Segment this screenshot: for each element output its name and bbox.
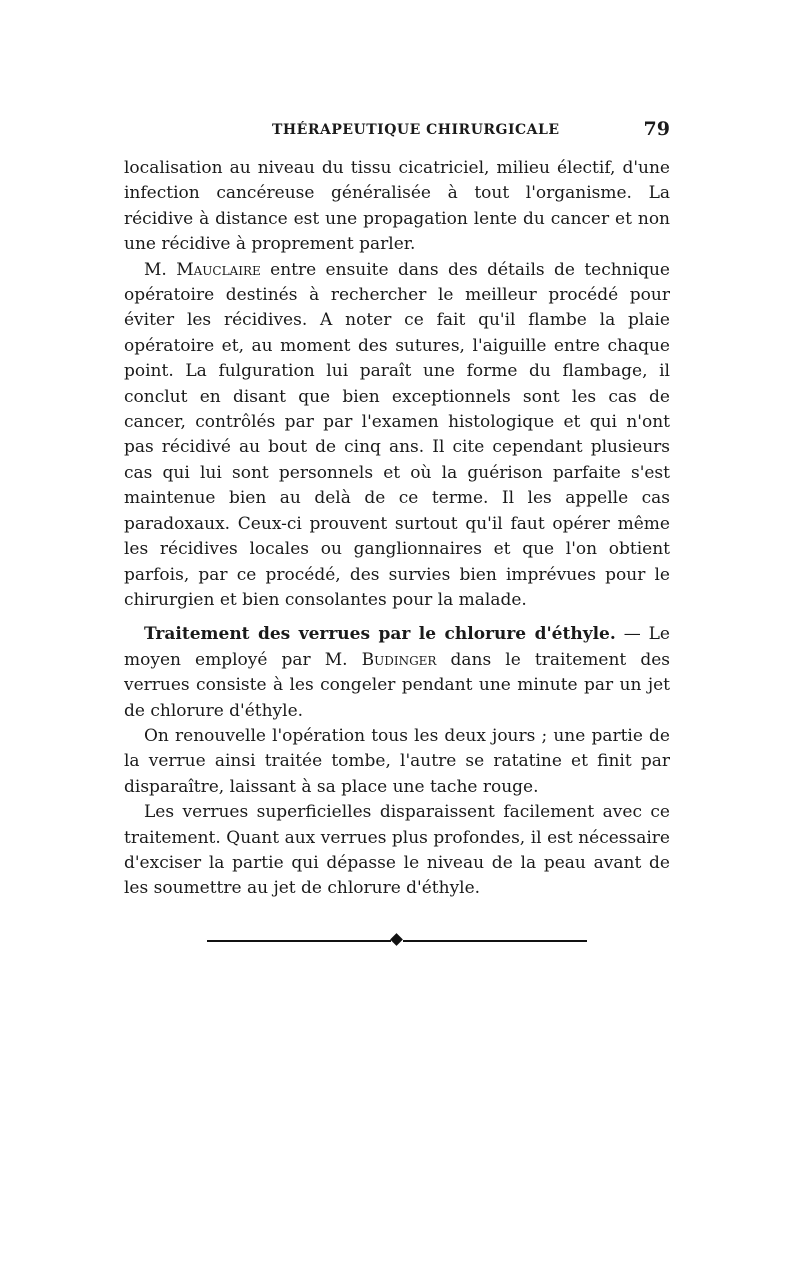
paragraph-1: localisation au niveau du tissu cicatriciel, milieu électif, d'une infection cancéreuse généralisée à tout l'organisme. La récidive à distance est une propagation lente du cancer et non une récidive à proprement parler. [124, 158, 670, 255]
end-ornament [207, 934, 587, 948]
author-name-mauclaire: Mauclaire [176, 259, 261, 280]
paragraph-3 [124, 622, 670, 724]
paragraph-2 [124, 258, 670, 614]
page-header [124, 120, 670, 144]
page-number: 79 [643, 118, 670, 140]
paragraph-2-text: entre ensuite dans des détails de technique opératoire destinés à rechercher le meilleur procédé pour éviter les récidives. A noter ce fait qu'il flambe la plaie opératoire et, au moment des sutures, l'aiguille entre chaque point. La fulguration lui paraît une forme du flambage, il conclut en disant que bien exceptionnels sont les cas de cancer, contrôlés par par l'examen histologique et qui n'ont pas récidivé au bout de cinq ans. Il cite cependant plusieurs cas qui lui sont personnels et où la guérison parfaite s'est maintenue bien au delà de ce terme. Il les appelle cas paradoxaux. Ceux-ci prouvent surtout qu'il faut opérer même les récidives locales ou ganglionnaires et que l'on obtient parfois, par ce procédé, des survies bien imprévues pour le chirurgien et bien consolantes pour la malade. [124, 259, 670, 610]
author-name-budinger: Budinger [361, 649, 437, 670]
paragraph-5: Les verrues superficielles disparaissent facilement avec ce traitement. Quant aux verrues plus profondes, il est nécessaire d'exciser la partie qui dépasse le niveau de la peau avant de les soumettre au jet de chlorure d'éthyle. [124, 802, 670, 899]
paragraph-3-prefix: — Le moyen employé par M. [124, 624, 670, 670]
paragraph-3-text: dans le traitement des verrues consiste à les congeler pendant une minute par un jet de chlorure d'éthyle. [124, 649, 670, 721]
paragraph-2-prefix: M. [144, 259, 177, 280]
running-title: THÉRAPEUTIQUE CHIRURGICALE [272, 122, 560, 138]
ornament-rule-right [403, 940, 587, 942]
paragraph-4: On renouvelle l'opération tous les deux jours ; une partie de la verrue ainsi traitée tombe, l'autre se ratatine et finit par disparaître, laissant à sa place une tache rouge. [124, 725, 670, 797]
section-heading: Traitement des verrues par le chlorure d'éthyle. [144, 624, 616, 645]
ornament-rule-left [207, 940, 391, 942]
body-text [124, 156, 670, 902]
diamond-icon [390, 933, 403, 946]
